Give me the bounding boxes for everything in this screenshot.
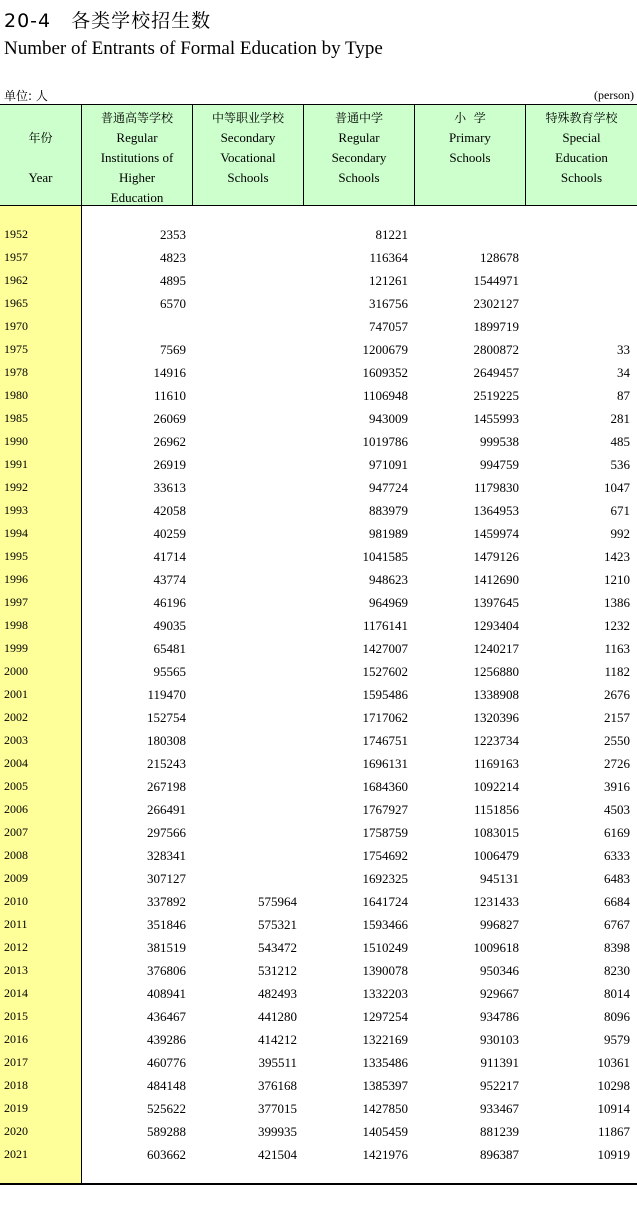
column-header-en: Regular [116,130,158,145]
cell-primary: 1151856 [473,802,519,817]
cell-regular-secondary: 116364 [369,250,408,265]
cell-year: 2000 [4,664,28,678]
cell-regular-secondary: 1335486 [362,1055,408,1070]
cell-special-education: 11867 [597,1124,630,1139]
table-row [0,271,637,294]
table-row [0,248,637,271]
cell-year: 2011 [4,917,28,931]
cell-higher-education: 337892 [147,894,186,909]
cell-higher-education: 436467 [147,1009,186,1024]
cell-special-education: 8014 [604,986,630,1001]
cell-regular-secondary: 964969 [369,595,408,610]
cell-regular-secondary: 948623 [369,572,408,587]
cell-year: 1996 [4,572,28,586]
column-header-zh: 普通高等学校 [100,111,173,125]
cell-primary: 896387 [480,1147,519,1162]
cell-regular-secondary: 1200679 [362,342,408,357]
table-row [0,1076,637,1099]
column-header-en: Education [555,150,608,165]
cell-primary: 950346 [480,963,519,978]
cell-primary: 1364953 [473,503,519,518]
cell-higher-education: 460776 [147,1055,186,1070]
cell-secondary-vocational: 441280 [258,1009,297,1024]
column-divider [525,104,526,206]
cell-primary: 999538 [480,434,519,449]
cell-higher-education: 266491 [147,802,186,817]
unit-label-english: (person) [594,88,634,102]
cell-secondary-vocational: 414212 [258,1032,297,1047]
cell-regular-secondary: 971091 [369,457,408,472]
column-header-en: Vocational [220,150,276,165]
cell-primary: 945131 [480,871,519,886]
cell-higher-education: 603662 [147,1147,186,1162]
cell-secondary-vocational: 531212 [258,963,297,978]
table-row [0,547,637,570]
cell-higher-education: 26919 [153,457,186,472]
cell-year: 1980 [4,388,28,402]
cell-regular-secondary: 883979 [369,503,408,518]
cell-regular-secondary: 121261 [369,273,408,288]
cell-special-education: 87 [617,388,630,403]
column-header-en: Year [28,170,53,185]
cell-primary: 1899719 [473,319,519,334]
cell-secondary-vocational: 399935 [258,1124,297,1139]
cell-special-education: 10361 [597,1055,630,1070]
cell-special-education: 6483 [604,871,630,886]
cell-regular-secondary: 1746751 [362,733,408,748]
column-header-en: Schools [449,150,491,165]
cell-year: 1994 [4,526,28,540]
cell-higher-education: 26962 [153,434,186,449]
table-row [0,869,637,892]
table-row [0,1122,637,1145]
cell-higher-education: 307127 [147,871,186,886]
column-header-en: Education [110,190,164,205]
cell-secondary-vocational: 482493 [258,986,297,1001]
cell-special-education: 1423 [604,549,630,564]
cell-year: 2012 [4,940,28,954]
table-title-chinese: 20-4 各类学校招生数 [4,10,212,32]
cell-special-education: 33 [617,342,630,357]
column-header-zh: 中等职业学校 [211,111,284,125]
cell-primary: 1455993 [473,411,519,426]
column-header-zh: 特殊教育学校 [545,111,618,125]
cell-year: 2018 [4,1078,28,1092]
cell-higher-education: 439286 [147,1032,186,1047]
table-title-english: Number of Entrants of Formal Education by Type [4,38,383,59]
cell-year: 2009 [4,871,28,885]
cell-primary: 1240217 [473,641,519,656]
table-row [0,1007,637,1030]
cell-primary: 1293404 [473,618,519,633]
table-row [0,501,637,524]
table-row [0,961,637,984]
cell-primary: 1083015 [473,825,519,840]
column-header-en: Primary [449,130,491,145]
cell-primary: 1009618 [473,940,519,955]
cell-special-education: 6684 [604,894,630,909]
column-header-secondary-vocational [193,104,303,206]
cell-higher-education: 267198 [147,779,186,794]
column-divider [414,104,415,206]
cell-higher-education: 95565 [153,664,186,679]
cell-special-education: 6333 [604,848,630,863]
table-row [0,616,637,639]
cell-special-education: 6169 [604,825,630,840]
cell-primary: 1412690 [473,572,519,587]
cell-higher-education: 7569 [160,342,186,357]
table-row [0,340,637,363]
cell-special-education: 1386 [604,595,630,610]
cell-higher-education: 26069 [153,411,186,426]
cell-regular-secondary: 1332203 [362,986,408,1001]
table-row [0,593,637,616]
cell-special-education: 1210 [604,572,630,587]
cell-higher-education: 484148 [147,1078,186,1093]
cell-year: 2010 [4,894,28,908]
cell-regular-secondary: 1593466 [362,917,408,932]
cell-year: 1990 [4,434,28,448]
cell-year: 2005 [4,779,28,793]
cell-primary: 994759 [480,457,519,472]
cell-higher-education: 6570 [160,296,186,311]
cell-year: 1965 [4,296,28,310]
cell-higher-education: 381519 [147,940,186,955]
table-row [0,317,637,340]
cell-special-education: 2726 [604,756,630,771]
table-row [0,938,637,961]
table-row [0,639,637,662]
table-row [0,294,637,317]
cell-regular-secondary: 1758759 [362,825,408,840]
column-header-en: Secondary [331,150,387,165]
cell-year: 1962 [4,273,28,287]
cell-regular-secondary: 1390078 [362,963,408,978]
cell-year: 1985 [4,411,28,425]
cell-secondary-vocational: 575321 [258,917,297,932]
cell-higher-education: 43774 [153,572,186,587]
cell-higher-education: 4823 [160,250,186,265]
table-bottom-border [0,1183,637,1185]
table-row [0,823,637,846]
cell-primary: 2302127 [473,296,519,311]
cell-year: 2006 [4,802,28,816]
cell-special-education: 281 [610,411,630,426]
cell-primary: 2519225 [473,388,519,403]
cell-regular-secondary: 1019786 [362,434,408,449]
cell-year: 1991 [4,457,28,471]
cell-higher-education: 11610 [153,388,186,403]
cell-special-education: 4503 [604,802,630,817]
cell-primary: 1397645 [473,595,519,610]
table-row [0,800,637,823]
column-header-higher-education [82,104,192,206]
cell-regular-secondary: 1696131 [362,756,408,771]
cell-year: 2008 [4,848,28,862]
cell-higher-education: 328341 [147,848,186,863]
cell-higher-education: 2353 [160,227,186,242]
table-row [0,777,637,800]
column-header-year [0,104,81,206]
cell-year: 2017 [4,1055,28,1069]
table-row [0,915,637,938]
cell-special-education: 671 [610,503,630,518]
cell-primary: 1092214 [473,779,519,794]
table-row [0,1030,637,1053]
column-header-en: Secondary [220,130,276,145]
cell-regular-secondary: 1427850 [362,1101,408,1116]
cell-special-education: 2550 [604,733,630,748]
cell-higher-education: 408941 [147,986,186,1001]
cell-regular-secondary: 1684360 [362,779,408,794]
column-divider [192,104,193,206]
cell-higher-education: 119470 [147,687,186,702]
cell-year: 1952 [4,227,28,241]
cell-regular-secondary: 316756 [369,296,408,311]
table-row [0,685,637,708]
cell-year: 1999 [4,641,28,655]
cell-special-education: 10298 [597,1078,630,1093]
cell-special-education: 8096 [604,1009,630,1024]
column-divider [303,104,304,206]
cell-higher-education: 4895 [160,273,186,288]
cell-year: 2004 [4,756,28,770]
cell-year: 1957 [4,250,28,264]
cell-regular-secondary: 1176141 [362,618,408,633]
cell-special-education: 10919 [597,1147,630,1162]
cell-primary: 881239 [480,1124,519,1139]
cell-regular-secondary: 1641724 [362,894,408,909]
cell-secondary-vocational: 376168 [258,1078,297,1093]
cell-higher-education: 589288 [147,1124,186,1139]
cell-primary: 911391 [480,1055,519,1070]
cell-year: 1997 [4,595,28,609]
cell-higher-education: 376806 [147,963,186,978]
cell-primary: 930103 [480,1032,519,1047]
cell-primary: 1544971 [473,273,519,288]
cell-higher-education: 49035 [153,618,186,633]
cell-year: 2016 [4,1032,28,1046]
table-row [0,984,637,1007]
cell-primary: 1231433 [473,894,519,909]
cell-secondary-vocational: 377015 [258,1101,297,1116]
cell-secondary-vocational: 395511 [258,1055,297,1070]
cell-year: 1970 [4,319,28,333]
table-row [0,708,637,731]
cell-regular-secondary: 981989 [369,526,408,541]
cell-special-education: 8230 [604,963,630,978]
cell-year: 1998 [4,618,28,632]
cell-secondary-vocational: 543472 [258,940,297,955]
table-row [0,846,637,869]
cell-higher-education: 40259 [153,526,186,541]
column-header-en: Schools [338,170,380,185]
table-row [0,731,637,754]
column-header-primary [415,104,525,206]
table-row [0,662,637,685]
column-header-en: Regular [338,130,380,145]
cell-primary: 1256880 [473,664,519,679]
cell-secondary-vocational: 575964 [258,894,297,909]
cell-higher-education: 65481 [153,641,186,656]
cell-year: 2014 [4,986,28,1000]
cell-regular-secondary: 1527602 [362,664,408,679]
cell-higher-education: 14916 [153,365,186,380]
cell-primary: 929667 [480,986,519,1001]
cell-regular-secondary: 1427007 [362,641,408,656]
cell-special-education: 8398 [604,940,630,955]
cell-regular-secondary: 1767927 [362,802,408,817]
column-header-en: Schools [227,170,269,185]
cell-year: 1978 [4,365,28,379]
cell-regular-secondary: 1754692 [362,848,408,863]
table-row [0,1145,637,1168]
cell-primary: 933467 [480,1101,519,1116]
cell-year: 1992 [4,480,28,494]
cell-regular-secondary: 943009 [369,411,408,426]
cell-regular-secondary: 1041585 [362,549,408,564]
table-row [0,455,637,478]
cell-primary: 934786 [480,1009,519,1024]
cell-special-education: 1163 [604,641,630,656]
cell-higher-education: 215243 [147,756,186,771]
cell-regular-secondary: 947724 [369,480,408,495]
unit-label-chinese: 单位: 人 [4,89,48,103]
cell-primary: 1320396 [473,710,519,725]
cell-year: 2021 [4,1147,28,1161]
cell-secondary-vocational: 421504 [258,1147,297,1162]
table-row [0,225,637,248]
table-row [0,432,637,455]
cell-higher-education: 351846 [147,917,186,932]
cell-special-education: 2157 [604,710,630,725]
column-header-en: Special [562,130,601,145]
cell-year: 2013 [4,963,28,977]
cell-regular-secondary: 1297254 [362,1009,408,1024]
cell-regular-secondary: 1405459 [362,1124,408,1139]
cell-primary: 1179830 [473,480,519,495]
table-row [0,478,637,501]
cell-higher-education: 42058 [153,503,186,518]
cell-special-education: 10914 [597,1101,630,1116]
column-header-regular-secondary [304,104,414,206]
cell-special-education: 3916 [604,779,630,794]
cell-primary: 996827 [480,917,519,932]
cell-year: 2019 [4,1101,28,1115]
cell-regular-secondary: 1322169 [362,1032,408,1047]
table-row [0,754,637,777]
cell-regular-secondary: 1609352 [362,365,408,380]
cell-higher-education: 41714 [153,549,186,564]
column-header-en: Higher [118,170,156,185]
cell-primary: 952217 [480,1078,519,1093]
cell-regular-secondary: 1106948 [362,388,408,403]
cell-special-education: 485 [610,434,630,449]
cell-year: 2003 [4,733,28,747]
cell-primary: 1006479 [473,848,519,863]
cell-higher-education: 180308 [147,733,186,748]
column-header-special-education [526,104,637,206]
cell-special-education: 1047 [604,480,630,495]
table-row [0,386,637,409]
column-header-zh: 普通中学 [334,111,383,125]
cell-year: 2020 [4,1124,28,1138]
cell-regular-secondary: 1421976 [362,1147,408,1162]
cell-regular-secondary: 81221 [375,227,408,242]
cell-special-education: 2676 [604,687,630,702]
cell-special-education: 34 [617,365,630,380]
cell-special-education: 9579 [604,1032,630,1047]
cell-year: 2002 [4,710,28,724]
cell-special-education: 1232 [604,618,630,633]
table-row [0,570,637,593]
column-header-en: Institutions of [100,150,174,165]
cell-regular-secondary: 1385397 [362,1078,408,1093]
cell-primary: 1223734 [473,733,519,748]
cell-primary: 1479126 [473,549,519,564]
cell-year: 2015 [4,1009,28,1023]
column-header-en: Schools [560,170,603,185]
cell-higher-education: 46196 [153,595,186,610]
cell-regular-secondary: 747057 [369,319,408,334]
cell-primary: 2800872 [473,342,519,357]
cell-special-education: 992 [610,526,630,541]
table-row [0,524,637,547]
cell-regular-secondary: 1692325 [362,871,408,886]
cell-special-education: 536 [610,457,630,472]
cell-primary: 2649457 [473,365,519,380]
table-row [0,363,637,386]
cell-regular-secondary: 1717062 [362,710,408,725]
cell-regular-secondary: 1595486 [362,687,408,702]
cell-primary: 1459974 [473,526,519,541]
cell-year: 1975 [4,342,28,356]
cell-year: 2007 [4,825,28,839]
table-row [0,1099,637,1122]
cell-year: 2001 [4,687,28,701]
column-header-zh: 年份 [28,131,53,145]
cell-year: 1995 [4,549,28,563]
cell-special-education: 1182 [604,664,630,679]
table-row [0,1053,637,1076]
table-body [0,225,637,1168]
cell-primary: 1169163 [473,756,519,771]
cell-higher-education: 33613 [153,480,186,495]
column-header-zh: 小 学 [454,111,486,125]
cell-higher-education: 297566 [147,825,186,840]
table-row [0,409,637,432]
cell-higher-education: 525622 [147,1101,186,1116]
cell-higher-education: 152754 [147,710,186,725]
cell-year: 1993 [4,503,28,517]
cell-primary: 128678 [480,250,519,265]
cell-regular-secondary: 1510249 [362,940,408,955]
table-row [0,892,637,915]
cell-primary: 1338908 [473,687,519,702]
cell-special-education: 6767 [604,917,630,932]
